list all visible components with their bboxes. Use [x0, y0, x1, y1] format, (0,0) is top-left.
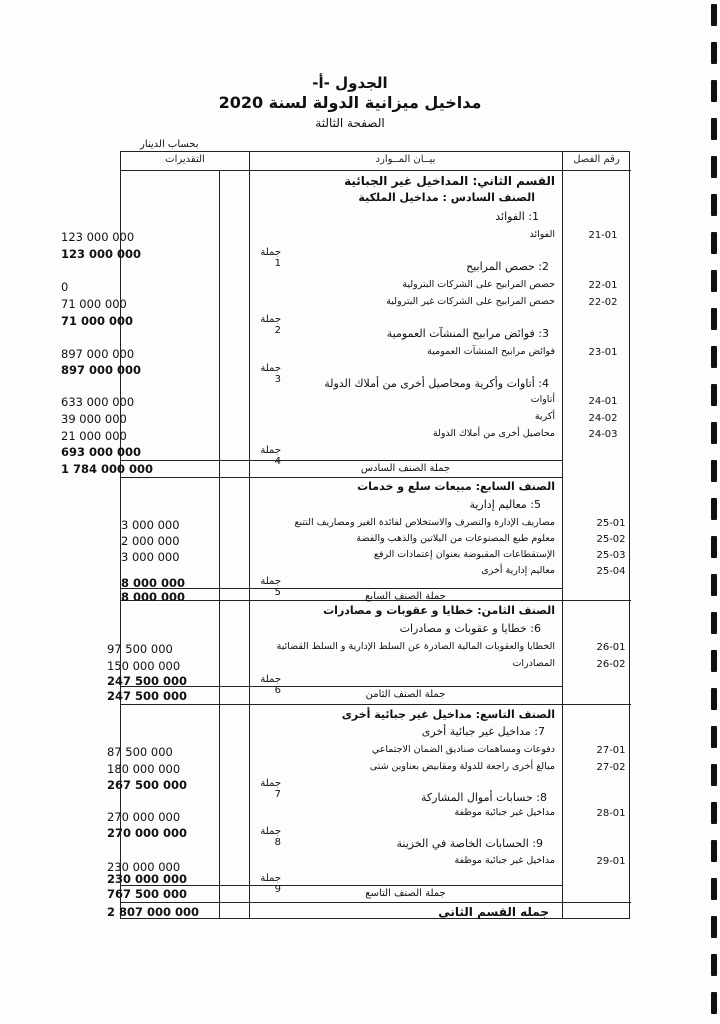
line-item-label: حصص المرابيح على الشركات البترولية	[402, 279, 555, 290]
subtotal-amount: 123 000 000	[61, 247, 142, 261]
chapter-code: 27-02	[596, 762, 626, 773]
line-item-label: أتاوات	[530, 394, 555, 405]
line-item-label: أكرية	[534, 411, 555, 422]
category-total-amount: 767 500 000	[107, 887, 188, 901]
subsection-title: 2: حصص المرابيح	[466, 260, 549, 273]
subtotal-label: جملة 8	[260, 826, 281, 848]
binding-ring	[711, 802, 717, 824]
subtotal-amount: 230 000 000	[107, 872, 188, 886]
line-item-label: الفوائد	[529, 229, 555, 240]
binding-ring	[711, 498, 717, 520]
binding-ring	[711, 916, 717, 938]
line-item-label: معلوم طبع المصنوعات من البلاتين والذهب والفضة	[356, 533, 555, 544]
line-item-amount: 87 500 000	[107, 745, 173, 759]
currency-unit: بحساب الدينار	[140, 139, 199, 150]
subsection-title: 3: فوائض مرابيح المنشآت العمومية	[386, 327, 549, 340]
line-item-amount: 270 000 000	[107, 810, 181, 824]
line-item-label: فوائض مرابيح المنشآت العمومية	[427, 346, 555, 357]
subtotal-label: جملة 1	[260, 247, 281, 269]
line-item-amount: 0	[61, 280, 69, 294]
subsection-title: 4: أتاوات وأكرية ومحاصيل أخرى من أملاك الدولة	[324, 377, 549, 390]
line-item-label: مداخيل غير جبائية موظفة	[454, 807, 555, 818]
line-item-amount: 897 000 000	[61, 347, 135, 361]
line-item-amount: 71 000 000	[61, 297, 127, 311]
line-item-amount: 97 500 000	[107, 642, 173, 656]
binding-ring	[711, 232, 717, 254]
line-item-label: دفوعات ومساهمات صناديق الضمان الاجتماعي	[371, 744, 555, 755]
subtotal-amount: 71 000 000	[61, 314, 134, 328]
chapter-code: 24-02	[588, 413, 618, 424]
category-total-amount: 247 500 000	[107, 689, 188, 703]
binding-ring	[711, 650, 717, 672]
chapter-code: 22-01	[588, 280, 618, 291]
column-header-chapter: رقم الفصل	[573, 154, 620, 165]
subtotal-amount: 270 000 000	[107, 826, 188, 840]
binding-ring	[711, 308, 717, 330]
category-total-label: جملة الصنف التاسع	[365, 888, 446, 899]
chapter-code: 24-01	[588, 396, 618, 407]
line-item-amount: 230 000 000	[107, 860, 181, 874]
line-item-label: معاليم إدارية أخرى	[481, 565, 555, 576]
ring-binding	[706, 0, 720, 1024]
chapter-code: 25-03	[596, 550, 626, 561]
document-header	[0, 74, 700, 132]
subtotal-amount: 693 000 000	[61, 445, 142, 459]
chapter-code: 27-01	[596, 745, 626, 756]
chapter-code: 25-04	[596, 566, 626, 577]
line-item-amount: 3 000 000	[121, 550, 180, 564]
binding-ring	[711, 4, 717, 26]
chapter-code: 21-01	[588, 230, 618, 241]
binding-ring	[711, 270, 717, 292]
line-item-amount: 123 000 000	[61, 230, 135, 244]
line-item-amount: 150 000 000	[107, 659, 181, 673]
binding-ring	[711, 992, 717, 1014]
category-total-label: جملة الصنف الثامن	[365, 689, 446, 700]
line-item-amount: 633 000 000	[61, 395, 135, 409]
category-total-amount: 8 000 000	[121, 590, 186, 604]
binding-ring	[711, 460, 717, 482]
column-header-amounts: التقديرات	[165, 154, 205, 165]
subsection-title: 7: مداخيل غير جبائية أخرى	[421, 725, 545, 738]
line-item-label: المصادرات	[512, 658, 555, 669]
category-title: الصنف الثامن: خطايا و عقوبات و مصادرات	[323, 604, 555, 617]
subtotal-amount: 267 500 000	[107, 778, 188, 792]
subsection-title: 9: الحسابات الخاصة في الخزينة	[396, 837, 543, 850]
category-total-amount: 1 784 000 000	[61, 462, 154, 476]
subsection-title: 8: حسابات أموال المشاركة	[421, 791, 547, 804]
binding-ring	[711, 688, 717, 710]
binding-ring	[711, 954, 717, 976]
binding-ring	[711, 80, 717, 102]
binding-ring	[711, 156, 717, 178]
binding-ring	[711, 536, 717, 558]
subtotal-label: جملة 3	[260, 363, 281, 385]
binding-ring	[711, 764, 717, 786]
line-item-amount: 21 000 000	[61, 429, 127, 443]
line-item-amount: 180 000 000	[107, 762, 181, 776]
subtotal-label: جملة 6	[260, 674, 281, 696]
subtotal-label: جملة 2	[260, 314, 281, 336]
budget-table	[61, 151, 630, 919]
binding-ring	[711, 384, 717, 406]
line-item-label: مبالغ أخرى راجعة للدولة ومقابيض بعناوين شتى	[369, 761, 555, 772]
section-title: القسم الثاني: المداخيل غير الجبائية	[344, 174, 555, 188]
line-item-amount: 3 000 000	[121, 518, 180, 532]
binding-ring	[711, 42, 717, 64]
subsection-title: 5: معاليم إدارية	[469, 498, 541, 511]
chapter-code: 28-01	[596, 808, 626, 819]
binding-ring	[711, 840, 717, 862]
binding-ring	[711, 878, 717, 900]
page-number-label: الصفحة الثالثة	[315, 116, 385, 130]
subtotal-label: جملة 5	[260, 576, 281, 598]
category-title: الصنف التاسع: مداخيل غير جبائية أخرى	[341, 708, 555, 721]
binding-ring	[711, 422, 717, 444]
chapter-code: 23-01	[588, 347, 618, 358]
grand-total-label: جمله القسم الثاني	[438, 905, 549, 919]
line-item-label: الإستقطاعات المقبوضة بعنوان إعتمادات الرفع	[373, 549, 555, 560]
line-item-label: مصاريف الإدارة والتصرف والاستخلاص لفائدة الغير ومصاريف التتبع	[294, 517, 555, 528]
chapter-code: 26-02	[596, 659, 626, 670]
chapter-code: 26-01	[596, 642, 626, 653]
line-item-label: محاصيل أخرى من أملاك الدولة	[432, 428, 555, 439]
binding-ring	[711, 612, 717, 634]
subtotal-amount: 247 500 000	[107, 674, 188, 688]
line-item-amount: 2 000 000	[121, 534, 180, 548]
table-label: الجدول -أ-	[312, 74, 388, 92]
binding-ring	[711, 194, 717, 216]
subtotal-label: جملة 4	[260, 445, 281, 467]
binding-ring	[711, 726, 717, 748]
subtotal-label: جملة 9	[260, 873, 281, 895]
subtotal-label: جملة 7	[260, 778, 281, 800]
binding-ring	[711, 346, 717, 368]
category-title: الصنف السادس : مداخيل الملكية	[358, 191, 535, 204]
category-total-label: جملة الصنف السادس	[360, 463, 451, 474]
grand-total-amount: 2 807 000 000	[107, 905, 200, 919]
line-item-amount: 39 000 000	[61, 412, 127, 426]
page-title: مداخيل ميزانية الدولة لسنة 2020	[218, 93, 482, 112]
chapter-code: 22-02	[588, 297, 618, 308]
line-item-label: مداخيل غير جبائية موظفة	[454, 855, 555, 866]
subtotal-amount: 897 000 000	[61, 363, 142, 377]
subtotal-amount: 8 000 000	[121, 576, 186, 590]
chapter-code: 25-01	[596, 518, 626, 529]
chapter-code: 24-03	[588, 429, 618, 440]
subsection-title: 6: خطايا و عقوبات و مصادرات	[399, 622, 541, 635]
subsection-title: 1: الفوائد	[495, 210, 539, 223]
binding-ring	[711, 574, 717, 596]
line-item-label: حصص المرابيح على الشركات غير البترولية	[386, 296, 555, 307]
chapter-code: 25-02	[596, 534, 626, 545]
category-title: الصنف السابع: مبيعات سلع و خدمات	[357, 480, 555, 493]
chapter-code: 29-01	[596, 856, 626, 867]
column-header-description: بيــان المــوارد	[375, 154, 436, 165]
category-total-label: جملة الصنف السابع	[365, 591, 446, 602]
binding-ring	[711, 118, 717, 140]
line-item-label: الخطايا والعقوبات المالية الصادرة عن السلط الإدارية و السلط القضائية	[276, 641, 555, 652]
